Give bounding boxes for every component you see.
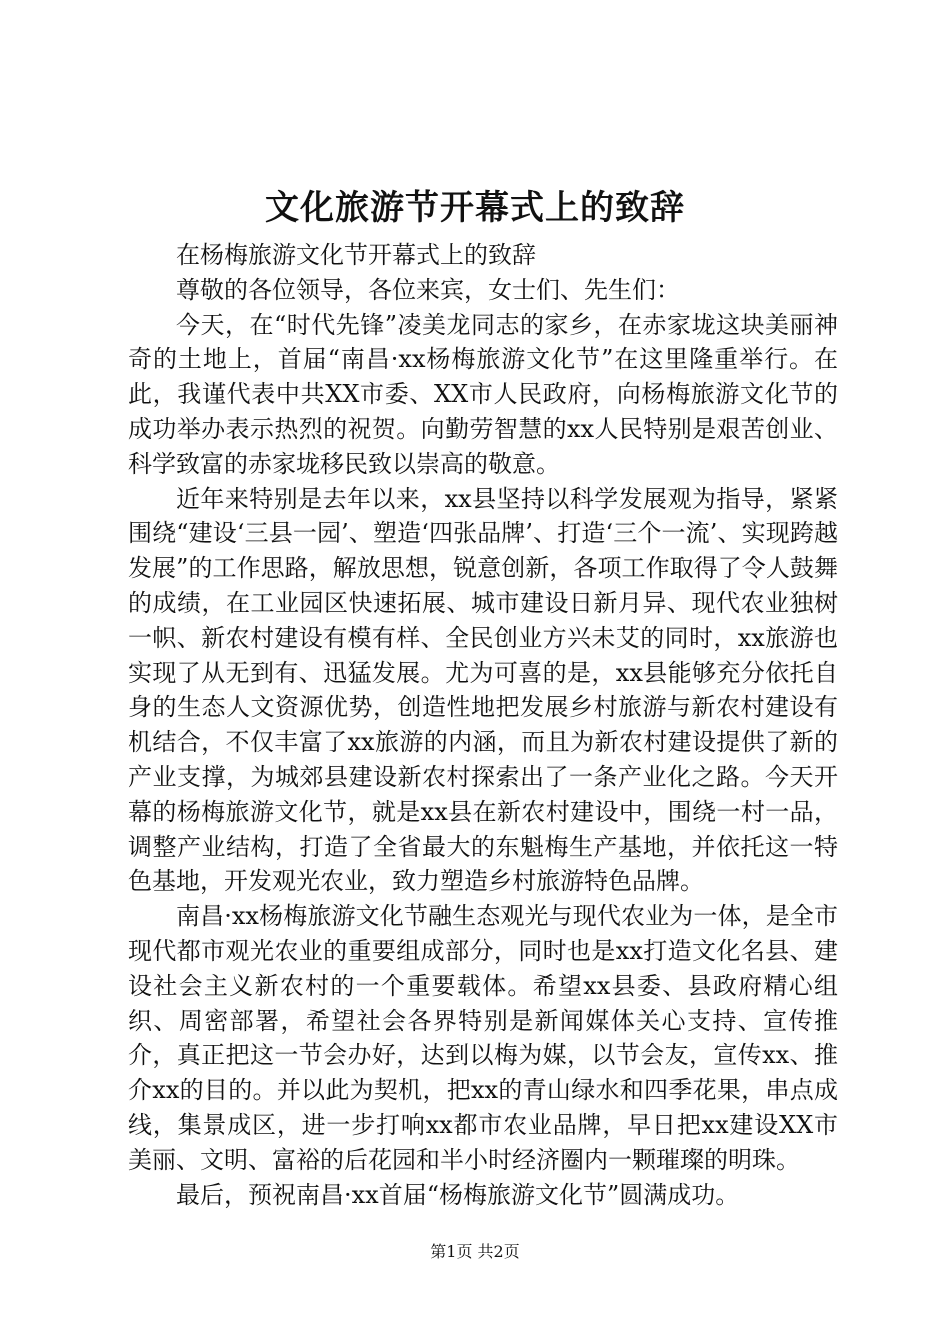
page-number: 第1页 共2页 [430,1242,520,1261]
document-body [128,238,838,1212]
speech-heading: 在杨梅旅游文化节开幕式上的致辞 [176,241,536,269]
body-paragraph: 近年来特别是去年以来，xx县坚持以科学发展观为指导，紧紧围绕“建设‘三县一园’、塑造‘四张品牌’、打造‘三个一流’、实现跨越发展”的工作思路，解放思想，锐意创新，各项工作取得了令人鼓舞的成绩，在工业园区快速拓展、城市建设日新月异、现代农业独树一帜、新农村建设有模有样、全民创业方兴未艾的同时，xx旅游也实现了从无到有、迅猛发展。尤为可喜的是，xx县能够充分依托自身的生态人文资源优势，创造性地把发展乡村旅游与新农村建设有机结合，不仅丰富了xx旅游的内涵，而且为新农村建设提供了新的产业支撑，为城郊县建设新农村探索出了一条产业化之路。今天开幕的杨梅旅游文化节，就是xx县在新农村建设中，围绕一村一品，调整产业结构，打造了全省最大的东魁梅生产基地，并依托这一特色基地，开发观光农业，致力塑造乡村旅游特色品牌。 [128,484,838,896]
body-paragraph: 南昌·xx杨梅旅游文化节融生态观光与现代农业为一体，是全市现代都市观光农业的重要组成部分，同时也是xx打造文化名县、建设社会主义新农村的一个重要载体。希望xx县委、县政府精心组织、周密部署，希望社会各界特别是新闻媒体关心支持、宣传推介，真正把这一节会办好，达到以梅为媒，以节会友，宣传xx、推介xx的目的。并以此为契机，把xx的青山绿水和四季花果，串点成线，集景成区，进一步打响xx都市农业品牌，早日把xx建设XX市美丽、文明、富裕的后花园和半小时经济圈内一颗璀璨的明珠。 [128,902,838,1174]
document-title: 文化旅游节开幕式上的致辞 [265,188,685,228]
salutation: 尊敬的各位领导，各位来宾，女士们、先生们： [176,275,680,304]
closing-paragraph: 最后，预祝南昌·xx首届“杨梅旅游文化节”圆满成功。 [176,1180,740,1209]
body-paragraph: 今天，在“时代先锋”凌美龙同志的家乡，在赤家垅这块美丽神奇的土地上，首届“南昌·xx杨梅旅游文化节”在这里隆重举行。在此，我谨代表中共XX市委、XX市人民政府，向杨梅旅游文化节的成功举办表示热烈的祝贺。向勤劳智慧的xx人民特别是艰苦创业、科学致富的赤家垅移民致以崇高的敬意。 [128,310,838,478]
